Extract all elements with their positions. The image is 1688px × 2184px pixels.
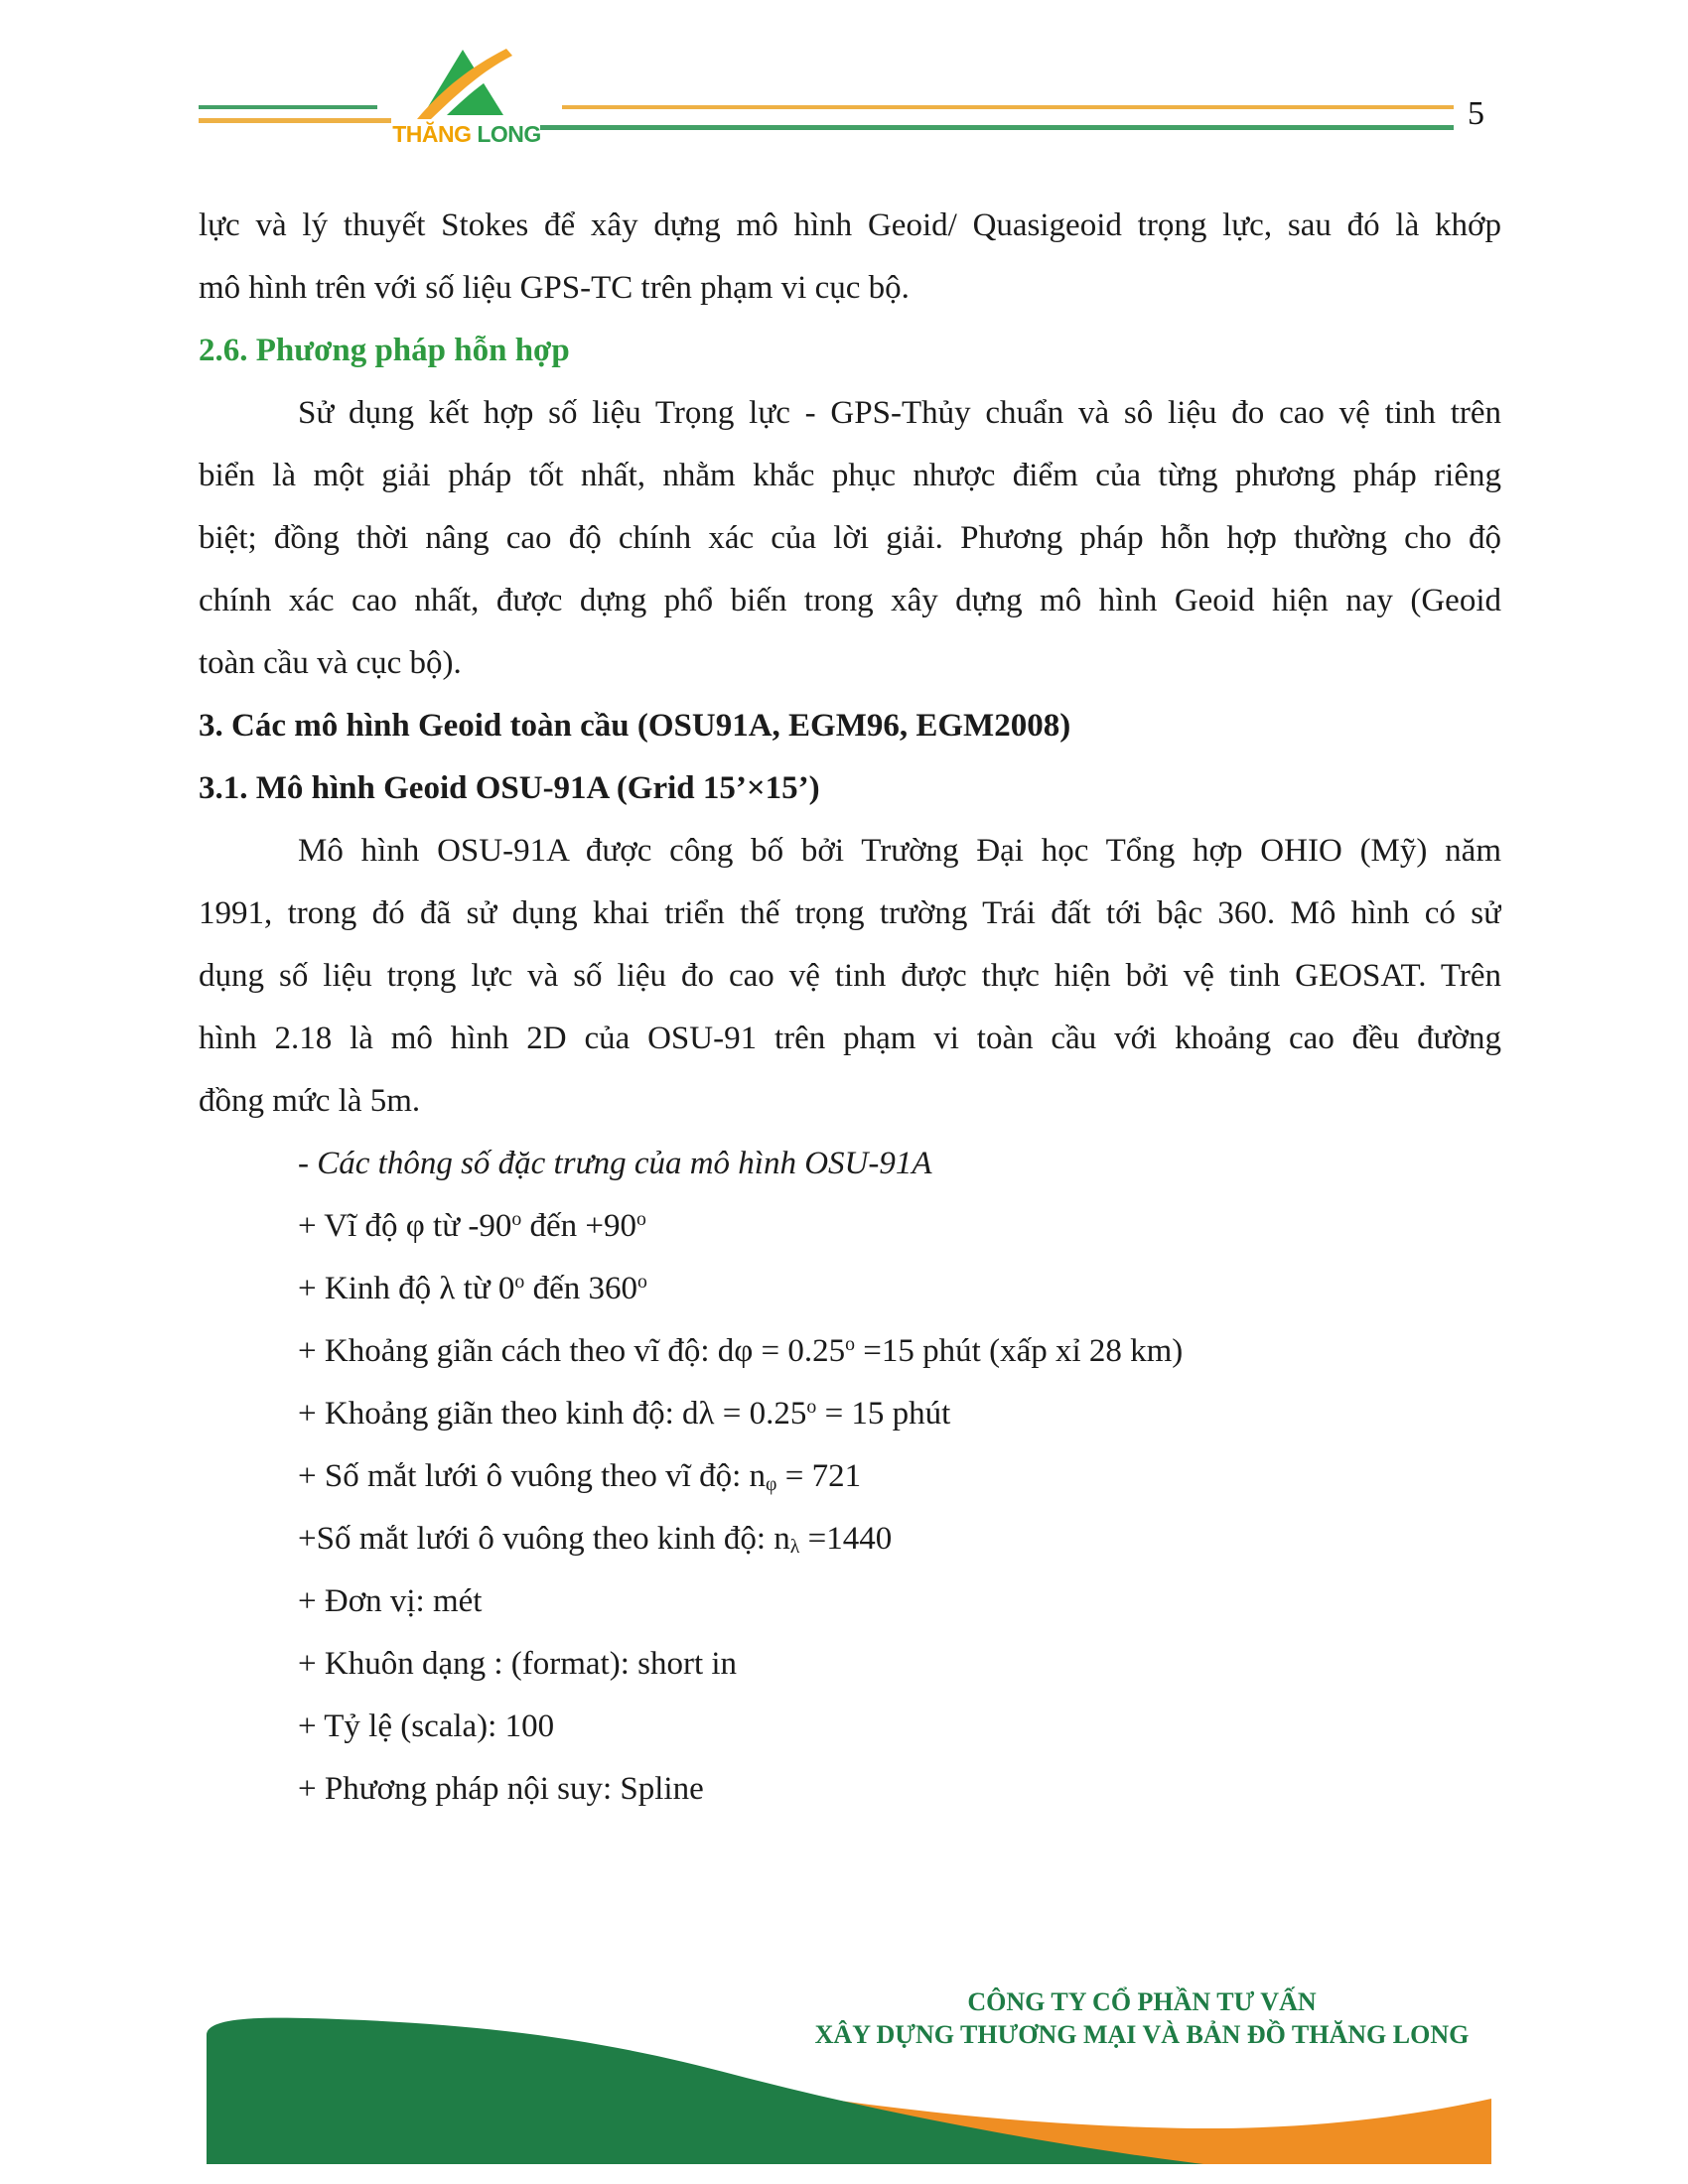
text-line: 3.1. Mô hình Geoid OSU-91A (Grid 15’×15’) bbox=[199, 770, 820, 806]
header-rule-right-gold bbox=[562, 105, 1454, 109]
footer-wave-graphic bbox=[199, 2011, 1499, 2164]
text-line: + Kinh độ λ từ 0$^o$ đến 360$^o$ bbox=[298, 1271, 647, 1306]
text-line: - Các thông số đặc trưng của mô hình OSU-91A bbox=[298, 1146, 932, 1181]
logo-word-thang: THĂNG bbox=[392, 121, 472, 147]
thang-long-logo-icon bbox=[417, 42, 516, 123]
text-line: + Số mắt lưới ô vuông theo vĩ độ: $n_\varphi = 721$ bbox=[298, 1458, 862, 1496]
text-line: 3. Các mô hình Geoid toàn cầu (OSU91A, EGM96, EGM2008) bbox=[199, 708, 1071, 744]
footer-company-line1: CÔNG TY CỔ PHẦN TƯ VẤN bbox=[967, 1987, 1317, 2016]
text-line: + Khoảng giãn cách theo vĩ độ: $d\varphi = 0.25^o =15$ phút (xấp xỉ 28 km) bbox=[298, 1333, 1184, 1369]
text-line: +Số mắt lưới ô vuông theo kinh độ: $n_\lambda =1440$ bbox=[298, 1521, 893, 1559]
text-line: lực và lý thuyết Stokes để xây dựng mô hình Geoid/ Quasigeoid trọng lực, sau đó là khớp bbox=[199, 207, 1501, 243]
text-line: hình 2.18 là mô hình 2D của OSU-91 trên phạm vi toàn cầu với khoảng cao đều đường bbox=[199, 1021, 1501, 1056]
text-line: + Khoảng giãn theo kinh độ: $d\lambda = 0.25^o = 15$ phút bbox=[298, 1396, 951, 1432]
text-line: Sử dụng kết hợp số liệu Trọng lực - GPS-Thủy chuẩn và sô liệu đo cao vệ tinh trên bbox=[298, 395, 1501, 431]
text-line: 2.6. Phương pháp hỗn hợp bbox=[199, 333, 570, 368]
text-line: 1991, trong đó đã sử dụng khai triển thế trọng trường Trái đất tới bậc 360. Mô hình có sử bbox=[199, 895, 1501, 931]
text-line: + Vĩ độ φ từ -90$^o$ đến $+90^o$ bbox=[298, 1208, 646, 1244]
text-line: chính xác cao nhất, được dựng phổ biến trong xây dựng mô hình Geoid hiện nay (Geoid bbox=[199, 583, 1501, 618]
text-line: Mô hình OSU-91A được công bố bởi Trường Đại học Tổng hợp OHIO (Mỹ) năm bbox=[298, 833, 1501, 869]
text-line: + Phương pháp nội suy: Spline bbox=[298, 1771, 704, 1807]
text-line: biệt; đồng thời nâng cao độ chính xác của lời giải. Phương pháp hỗn hợp thường cho độ bbox=[199, 520, 1501, 556]
text-line: toàn cầu và cục bộ). bbox=[199, 645, 462, 681]
document-body bbox=[199, 195, 1501, 1821]
logo-wordmark bbox=[389, 121, 544, 148]
text-line: mô hình trên với số liệu GPS-TC trên phạm vi cục bộ. bbox=[199, 270, 910, 306]
text-line: + Đơn vị: mét bbox=[298, 1583, 483, 1619]
footer-company-line2: XÂY DỰNG THƯƠNG MẠI VÀ BẢN ĐỒ THĂNG LONG bbox=[814, 2020, 1470, 2049]
header-rule-left-green bbox=[199, 105, 377, 109]
header-rule-right-green bbox=[540, 125, 1454, 130]
text-line: dụng số liệu trọng lực và số liệu đo cao vệ tinh được thực hiện bởi vệ tinh GEOSAT. Trên bbox=[199, 958, 1501, 994]
logo-word-long: LONG bbox=[477, 121, 541, 147]
header-rule-left-gold bbox=[199, 118, 391, 123]
page-number: 5 bbox=[1468, 95, 1484, 132]
text-line: đồng mức là 5m. bbox=[199, 1083, 421, 1119]
text-line: + Khuôn dạng : (format): short in bbox=[298, 1646, 738, 1682]
text-line: + Tỷ lệ (scala): 100 bbox=[298, 1708, 555, 1744]
text-line: biển là một giải pháp tốt nhất, nhằm khắc phục nhược điểm của từng phương pháp riêng bbox=[199, 458, 1501, 493]
